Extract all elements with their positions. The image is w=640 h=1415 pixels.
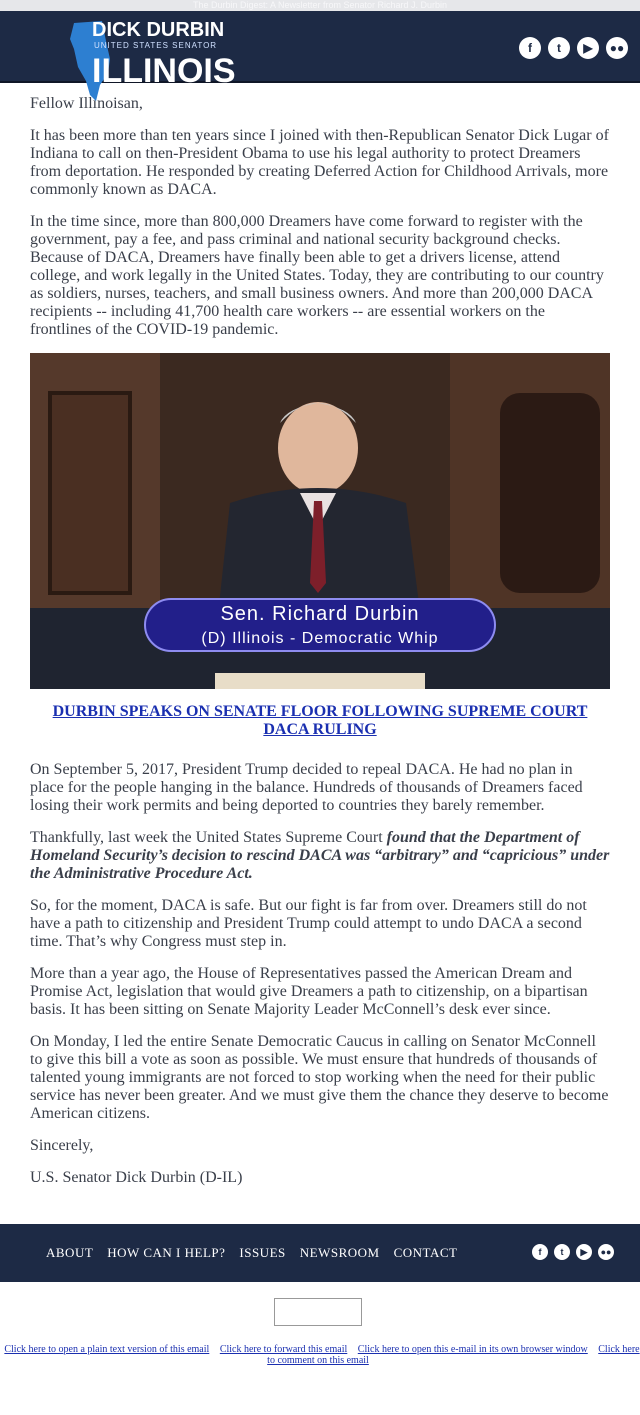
nav-how-can-i-help[interactable]: HOW CAN I HELP? <box>107 1245 226 1260</box>
youtube-icon[interactable]: ▶ <box>577 37 599 59</box>
letter-body <box>0 83 640 1187</box>
paragraph-7: On Monday, I led the entire Senate Democratic Caucus in calling on Senator McConnell to give this bill a vote as soon as possible. We must ensure that hundreds of thousands of talented young immigrants are not forced to stop working when the need for their public service has never been greater. And we must give them the chance they deserve to become American citizens. <box>30 1033 609 1122</box>
facebook-icon[interactable]: f <box>519 37 541 59</box>
nav-contact[interactable]: CONTACT <box>393 1245 458 1260</box>
svg-text:UNITED STATES SENATOR: UNITED STATES SENATOR <box>94 41 218 50</box>
paragraph-4 <box>30 829 610 883</box>
newsletter-topbar <box>0 0 640 11</box>
facebook-icon[interactable]: f <box>532 1244 548 1260</box>
paragraph-3: On September 5, 2017, President Trump decided to repeal DACA. He had no plan in place for the people hanging in the balance. Hundreds of thousands of Dreamers faced losing their work permits and being deported to countries they barely remember. <box>30 761 583 814</box>
paragraph-1: It has been more than ten years since I joined with then-Republican Senator Dick Lugar of Indiana to call on then-President Obama to use his legal authority to protect Dreamers from deportation. He responded by creating Deferred Action for Childhood Arrivals, more commonly known as DACA. <box>30 127 609 198</box>
greeting: Fellow Illinoisan, <box>30 95 143 112</box>
nameplate-line2: (D) Illinois - Democratic Whip <box>201 630 439 647</box>
nav-issues[interactable]: ISSUES <box>239 1245 286 1260</box>
court-ruling-quote: found that the Department of Homeland Security’s decision to rescind DACA was “arbitrary” and “capricious” under the Administrative Procedure Act. <box>30 829 610 882</box>
broken-image-placeholder <box>274 1298 362 1326</box>
footer-nav-bar <box>0 1224 640 1282</box>
paragraph-5: So, for the moment, DACA is safe. But our fight is far from over. Dreamers still do not have a path to citizenship and President Trump could attempt to undo DACA a second time. That’s why Congress must step in. <box>30 897 587 950</box>
footer-nav <box>46 1245 457 1261</box>
closing: Sincerely, <box>30 1137 94 1154</box>
header <box>0 11 640 90</box>
paragraph-4-lead: Thankfully, last week the United States Supreme Court <box>30 829 387 846</box>
nav-newsroom[interactable]: NEWSROOM <box>299 1245 380 1260</box>
video-link[interactable]: DURBIN SPEAKS ON SENATE FLOOR FOLLOWING SUPREME COURT DACA RULING <box>52 703 588 738</box>
paragraph-6: More than a year ago, the House of Representatives passed the American Dream and Promise Act, legislation that would give Dreamers a path to citizenship, on a bipartisan basis. It has been sitting on Senate Majority Leader McConnell’s desk ever since. <box>30 965 588 1018</box>
nameplate-line1: Sen. Richard Durbin <box>220 603 420 625</box>
comment-link[interactable]: Click here to comment on this email <box>267 1344 640 1366</box>
svg-text:ILLINOIS: ILLINOIS <box>92 52 236 90</box>
youtube-icon[interactable]: ▶ <box>576 1244 592 1260</box>
footer-social-links <box>532 1244 614 1260</box>
header-social-links <box>519 37 628 59</box>
flickr-icon[interactable]: ●● <box>598 1244 614 1260</box>
durbin-illinois-logo[interactable] <box>68 11 248 103</box>
plain-text-link[interactable]: Click here to open a plain text version of this email <box>4 1344 210 1355</box>
twitter-icon[interactable]: t <box>548 37 570 59</box>
open-in-browser-link[interactable]: Click here to open this e-mail in its own browser window <box>357 1344 588 1355</box>
signature: U.S. Senator Dick Durbin (D-IL) <box>30 1169 243 1186</box>
twitter-icon[interactable]: t <box>554 1244 570 1260</box>
paragraph-2: In the time since, more than 800,000 Dreamers have come forward to register with the government, pay a fee, and pass criminal and national security background checks. Because of DACA, Dreamers have finally been able to get a drivers license, attend college, and work legally in the United States. Today, they are contributing to our country as soldiers, nurses, teachers, and small business owners. And more than 200,000 DACA recipients -- including 41,700 health care workers -- are essential workers on the frontlines of the COVID-19 pandemic. <box>30 213 604 338</box>
svg-text:DICK DURBIN: DICK DURBIN <box>92 19 225 41</box>
senate-floor-photo[interactable] <box>30 353 610 689</box>
topbar-text: The Durbin Digest: A Newsletter from Senator Richard J. Durbin <box>192 0 448 10</box>
nav-about[interactable]: ABOUT <box>46 1245 94 1260</box>
flickr-icon[interactable]: ●● <box>606 37 628 59</box>
forward-email-link[interactable]: Click here to forward this email <box>219 1344 348 1355</box>
email-utility-links <box>0 1344 640 1366</box>
photo-caption <box>30 703 610 739</box>
